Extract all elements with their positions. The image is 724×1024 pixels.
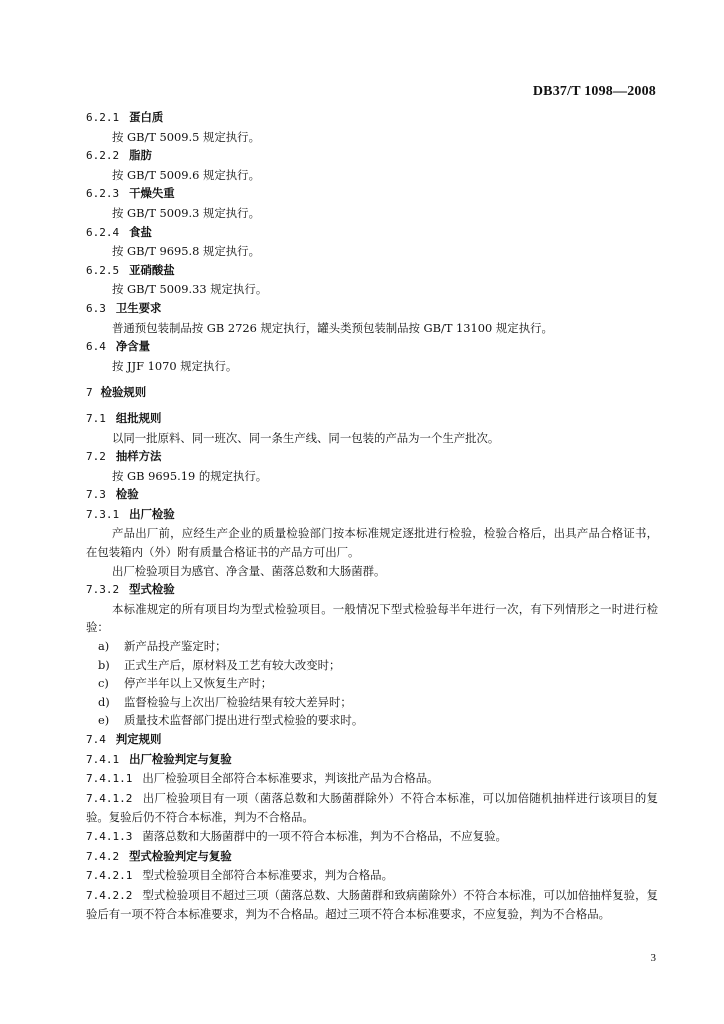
section-7-1-heading xyxy=(86,409,658,429)
section-number: 7.4.1.2 xyxy=(86,791,133,805)
section-number: 7.4.1 xyxy=(86,752,120,766)
section-number: 7.1 xyxy=(86,411,106,425)
section-6-2-1-body: 按 GB/T 5009.5 规定执行。 xyxy=(112,129,260,144)
list-item-text: 监督检验与上次出厂检验结果有较大差异时； xyxy=(124,694,352,709)
list-item-label: e) xyxy=(98,713,110,728)
list-item-text: 质量技术监督部门提出进行型式检验的要求时。 xyxy=(124,713,364,728)
section-7-2-heading xyxy=(86,447,658,467)
section-title: 出厂检验判定与复验 xyxy=(129,751,232,766)
section-number: 7.2 xyxy=(86,450,106,464)
list-item-text: 新产品投产鉴定时； xyxy=(124,639,227,654)
section-number: 6.2.4 xyxy=(86,225,120,239)
section-number: 7.4.2.2 xyxy=(86,888,133,902)
section-7-4-1-2 xyxy=(86,789,658,827)
section-number: 6.3 xyxy=(86,301,106,315)
section-title: 卫生要求 xyxy=(115,300,162,315)
section-6-3-heading xyxy=(86,299,658,319)
section-7-3-1-heading xyxy=(86,505,658,525)
section-6-2-1-heading xyxy=(86,108,658,128)
section-number: 7.4.1.1 xyxy=(86,772,133,786)
section-7-3-heading xyxy=(86,485,658,505)
section-number: 7.4.1.3 xyxy=(86,829,133,843)
section-6-2-4-heading xyxy=(86,223,658,243)
document-body xyxy=(86,108,658,924)
chapter-7-heading xyxy=(86,383,658,403)
section-7-3-1-paragraph-1: 产品出厂前，应经生产企业的质量检验部门按本标准规定逐批进行检验，检验合格后，出具产品合格证书，在包装箱内（外）附有质量合格证书的产品方可出厂。 xyxy=(86,526,658,560)
section-7-4-1-3 xyxy=(86,827,658,847)
section-6-2-5-heading xyxy=(86,261,658,281)
section-number: 7.4 xyxy=(86,733,106,746)
section-7-4-1-heading xyxy=(86,750,658,770)
section-6-2-2-heading xyxy=(86,146,658,166)
section-7-1-body: 以同一批原料、同一班次、同一条生产线、同一包装的产品为一个生产批次。 xyxy=(112,430,500,445)
list-item-label: d) xyxy=(98,694,110,709)
section-number: 6.2.3 xyxy=(86,187,120,201)
section-title: 型式检验 xyxy=(129,582,175,597)
section-7-4-1-1 xyxy=(86,769,658,789)
section-number: 6.4 xyxy=(86,340,106,354)
section-title: 组批规则 xyxy=(115,410,162,425)
section-6-2-3-body: 按 GB/T 5009.3 规定执行。 xyxy=(112,205,260,220)
section-7-4-2-2 xyxy=(86,886,658,924)
section-text: 出厂检验项目全部符合本标准要求，判该批产品为合格品。 xyxy=(142,771,439,786)
list-item xyxy=(86,711,658,730)
list-item xyxy=(86,637,658,656)
list-item-text: 停产半年以上又恢复生产时； xyxy=(124,676,273,691)
section-7-3-2-paragraph: 本标准规定的所有项目均为型式检验项目。一般情况下型式检验每半年进行一次，有下列情形之一时进行检验： xyxy=(86,601,658,635)
list-item-label: a) xyxy=(98,639,110,654)
section-title: 判定规则 xyxy=(115,732,162,746)
list-item xyxy=(86,656,658,675)
section-number: 7.3.1 xyxy=(86,507,120,521)
section-6-4-heading xyxy=(86,337,658,357)
section-text: 菌落总数和大肠菌群中的一项不符合本标准，判为不合格品，不应复验。 xyxy=(142,828,507,843)
list-item-text: 正式生产后，原材料及工艺有较大改变时； xyxy=(124,657,341,672)
section-title: 型式检验判定与复验 xyxy=(129,848,232,863)
section-title: 蛋白质 xyxy=(129,110,164,124)
section-title: 亚硝酸盐 xyxy=(129,262,175,277)
page-number: 3 xyxy=(650,952,656,964)
list-item xyxy=(86,693,658,712)
section-number: 7.4.2 xyxy=(86,849,120,863)
list-item xyxy=(86,674,658,693)
section-title: 抽样方法 xyxy=(115,449,162,464)
section-7-2-body: 按 GB 9695.19 的规定执行。 xyxy=(112,468,268,483)
list-item-label: c) xyxy=(98,676,109,691)
section-7-4-2-1 xyxy=(86,866,658,886)
chapter-title: 检验规则 xyxy=(100,385,147,400)
document-code: DB37/T 1098—2008 xyxy=(532,84,656,99)
section-number: 7.4.2.1 xyxy=(86,869,133,883)
section-title: 食盐 xyxy=(129,224,152,239)
section-6-2-5-body: 按 GB/T 5009.33 规定执行。 xyxy=(112,282,268,297)
section-text: 出厂检验项目有一项（菌落总数和大肠菌群除外）不符合本标准，可以加倍随机抽样进行该项目的复验。复验后仍不符合本标准，判为不合格品。 xyxy=(86,790,658,825)
section-title: 脂肪 xyxy=(129,148,152,163)
section-number: 6.2.1 xyxy=(86,111,120,124)
section-title: 净含量 xyxy=(115,339,151,354)
section-6-2-2-body: 按 GB/T 5009.6 规定执行。 xyxy=(112,167,260,182)
section-7-3-1-paragraph-2: 出厂检验项目为感官、净含量、菌落总数和大肠菌群。 xyxy=(112,563,386,578)
chapter-number: 7 xyxy=(86,386,93,400)
section-title: 出厂检验 xyxy=(129,506,175,521)
section-number: 6.2.2 xyxy=(86,149,120,163)
section-number: 6.2.5 xyxy=(86,263,120,277)
list-item-label: b) xyxy=(98,657,110,672)
section-text: 型式检验项目全部符合本标准要求，判为合格品。 xyxy=(142,868,393,883)
section-number: 7.3 xyxy=(86,488,106,502)
section-7-4-2-heading xyxy=(86,847,658,867)
section-7-4-heading xyxy=(86,730,658,750)
section-text: 型式检验项目不超过三项（菌落总数、大肠菌群和致病菌除外）不符合本标准，可以加倍抽样复验，复验后有一项不符合本标准要求，判为不合格品。超过三项不符合本标准要求，不应复验，判为不合格品。 xyxy=(86,887,658,922)
section-6-4-body: 按 JJF 1070 规定执行。 xyxy=(112,358,238,373)
section-title: 检验 xyxy=(115,487,139,502)
section-number: 7.3.2 xyxy=(86,583,120,597)
section-6-2-4-body: 按 GB/T 9695.8 规定执行。 xyxy=(112,244,260,259)
section-6-3-body: 普通预包装制品按 GB 2726 规定执行，罐头类预包装制品按 GB/T 13100 规定执行。 xyxy=(112,320,553,335)
section-6-2-3-heading xyxy=(86,184,658,204)
section-7-3-2-heading xyxy=(86,580,658,600)
section-title: 干燥失重 xyxy=(129,186,175,201)
